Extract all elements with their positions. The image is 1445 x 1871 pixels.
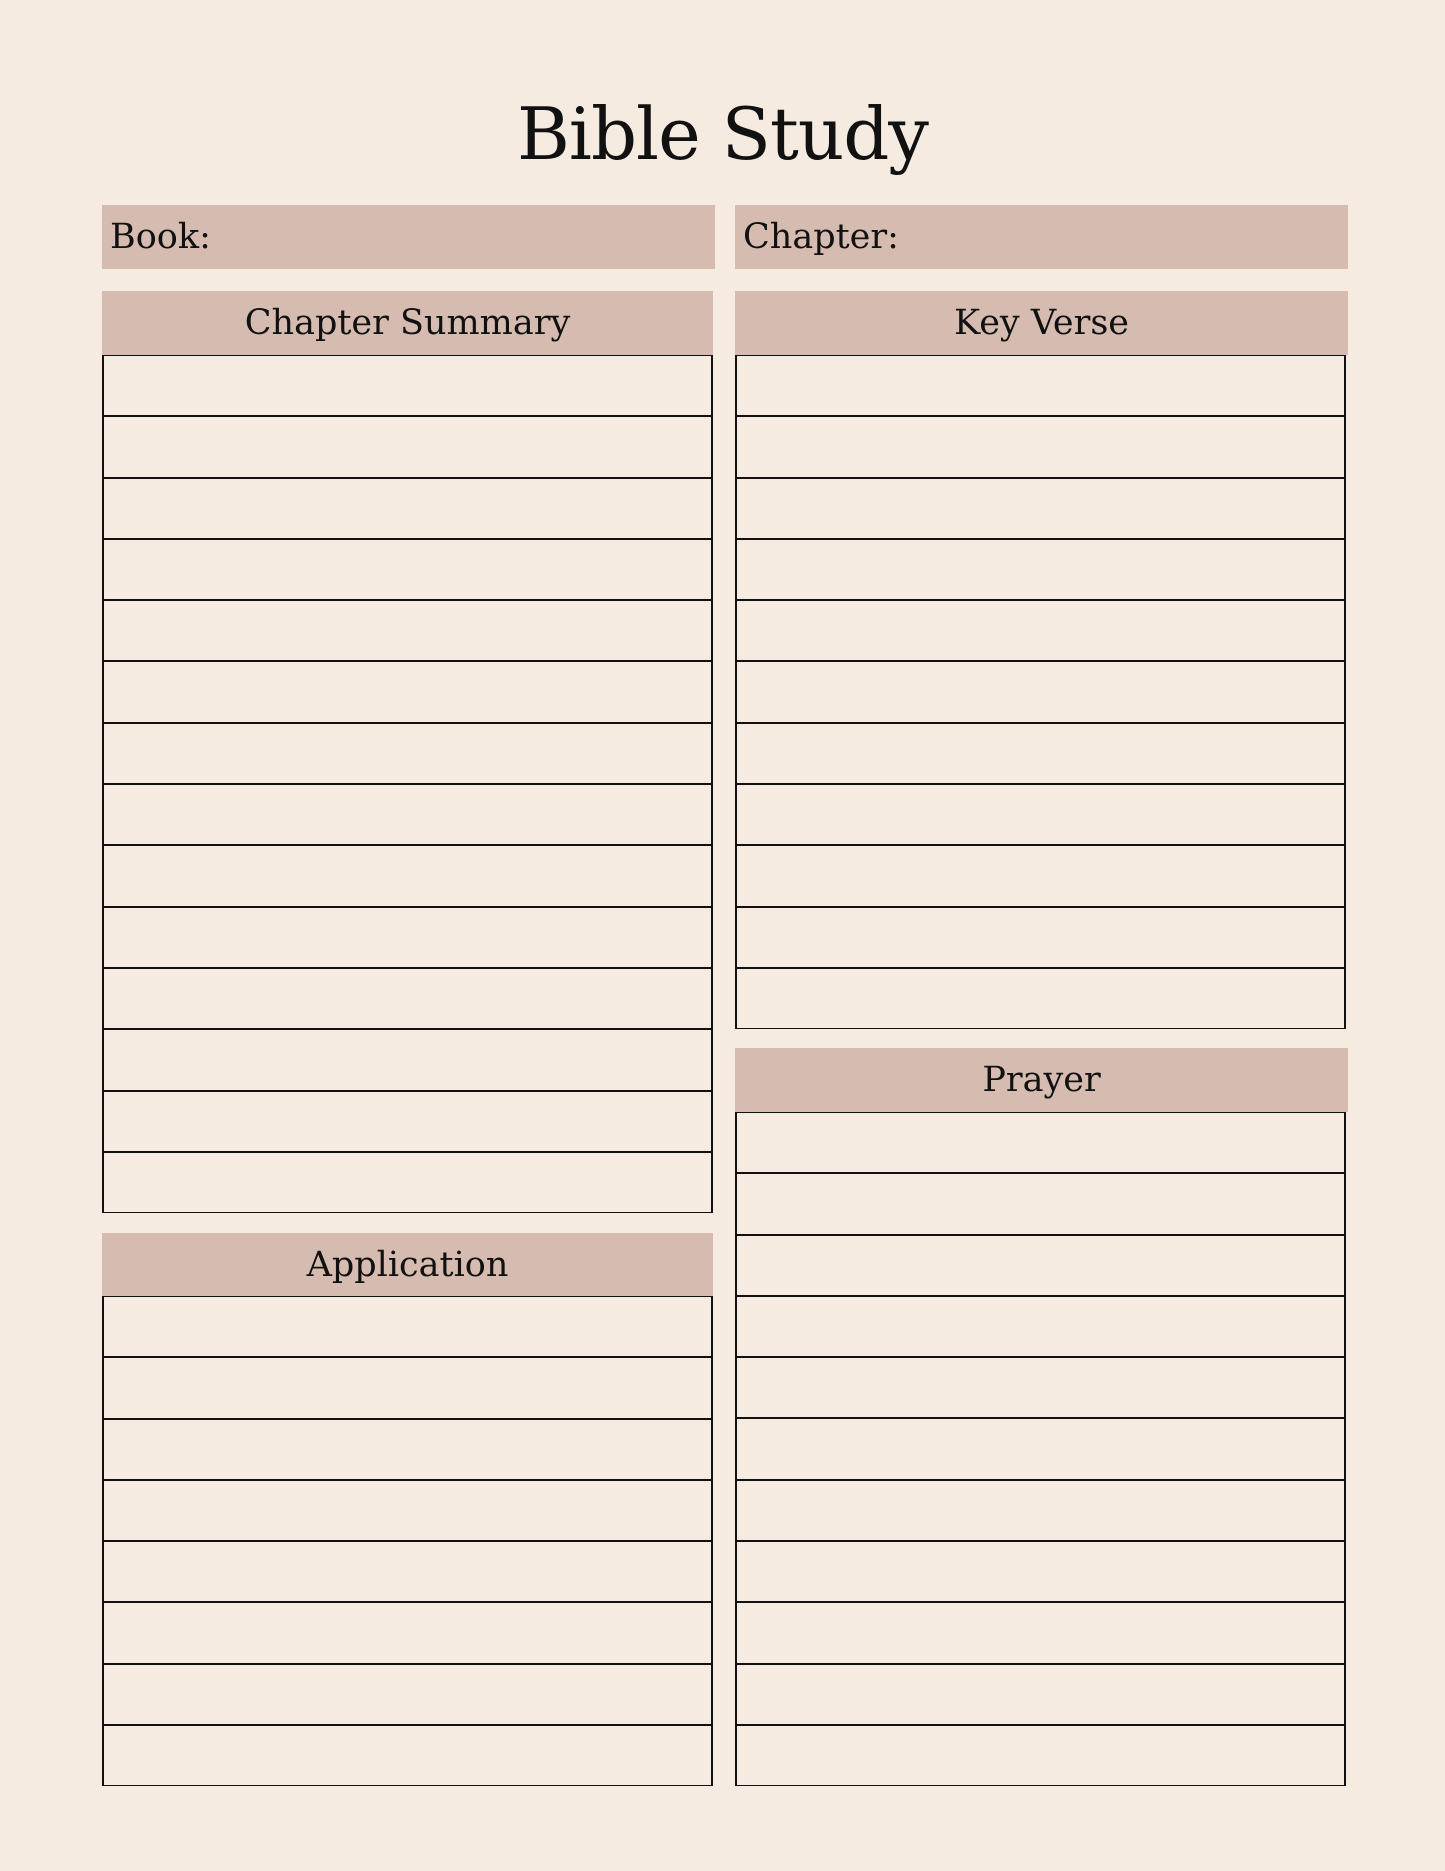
writing-line[interactable] bbox=[102, 1357, 713, 1418]
writing-line[interactable] bbox=[102, 1664, 713, 1725]
writing-line[interactable] bbox=[102, 723, 713, 784]
writing-line[interactable] bbox=[735, 907, 1346, 968]
writing-line[interactable] bbox=[102, 968, 713, 1029]
writing-line[interactable] bbox=[735, 1480, 1346, 1541]
writing-line[interactable] bbox=[102, 355, 713, 416]
writing-line[interactable] bbox=[102, 1296, 713, 1357]
prayer-lines bbox=[735, 1112, 1346, 1786]
key-verse-label: Key Verse bbox=[954, 303, 1129, 343]
writing-line[interactable] bbox=[735, 1602, 1346, 1663]
writing-line[interactable] bbox=[735, 723, 1346, 784]
chapter-summary-header bbox=[102, 291, 713, 355]
writing-line[interactable] bbox=[102, 1419, 713, 1480]
writing-line[interactable] bbox=[735, 478, 1346, 539]
writing-line[interactable] bbox=[735, 1173, 1346, 1234]
chapter-summary-label: Chapter Summary bbox=[244, 303, 571, 343]
writing-line[interactable] bbox=[735, 355, 1346, 416]
writing-line[interactable] bbox=[102, 1725, 713, 1786]
writing-line[interactable] bbox=[102, 845, 713, 906]
book-field[interactable] bbox=[102, 205, 715, 269]
writing-line[interactable] bbox=[735, 784, 1346, 845]
writing-line[interactable] bbox=[102, 539, 713, 600]
writing-line[interactable] bbox=[735, 1725, 1346, 1786]
key-verse-lines bbox=[735, 355, 1346, 1029]
writing-line[interactable] bbox=[735, 968, 1346, 1029]
chapter-summary-lines bbox=[102, 355, 713, 1213]
chapter-field[interactable] bbox=[735, 205, 1348, 269]
application-header bbox=[102, 1233, 713, 1297]
application-lines bbox=[102, 1296, 713, 1786]
writing-line[interactable] bbox=[102, 661, 713, 722]
prayer-label: Prayer bbox=[982, 1060, 1101, 1100]
book-label: Book: bbox=[110, 217, 211, 257]
writing-line[interactable] bbox=[102, 784, 713, 845]
writing-line[interactable] bbox=[735, 1664, 1346, 1725]
writing-line[interactable] bbox=[735, 1541, 1346, 1602]
writing-line[interactable] bbox=[102, 1091, 713, 1152]
writing-line[interactable] bbox=[102, 1152, 713, 1213]
writing-line[interactable] bbox=[735, 1418, 1346, 1479]
writing-line[interactable] bbox=[735, 416, 1346, 477]
writing-line[interactable] bbox=[735, 600, 1346, 661]
writing-line[interactable] bbox=[735, 1357, 1346, 1418]
prayer-header bbox=[735, 1048, 1348, 1112]
page-title: Bible Study bbox=[517, 92, 928, 176]
writing-line[interactable] bbox=[735, 1235, 1346, 1296]
writing-line[interactable] bbox=[102, 600, 713, 661]
writing-line[interactable] bbox=[735, 1112, 1346, 1173]
key-verse-header bbox=[735, 291, 1348, 355]
writing-line[interactable] bbox=[735, 1296, 1346, 1357]
writing-line[interactable] bbox=[102, 1602, 713, 1663]
writing-line[interactable] bbox=[735, 539, 1346, 600]
writing-line[interactable] bbox=[102, 907, 713, 968]
chapter-label: Chapter: bbox=[743, 217, 899, 257]
writing-line[interactable] bbox=[102, 1541, 713, 1602]
application-label: Application bbox=[306, 1245, 509, 1285]
writing-line[interactable] bbox=[102, 416, 713, 477]
writing-line[interactable] bbox=[735, 661, 1346, 722]
writing-line[interactable] bbox=[735, 845, 1346, 906]
writing-line[interactable] bbox=[102, 1029, 713, 1090]
writing-line[interactable] bbox=[102, 478, 713, 539]
writing-line[interactable] bbox=[102, 1480, 713, 1541]
